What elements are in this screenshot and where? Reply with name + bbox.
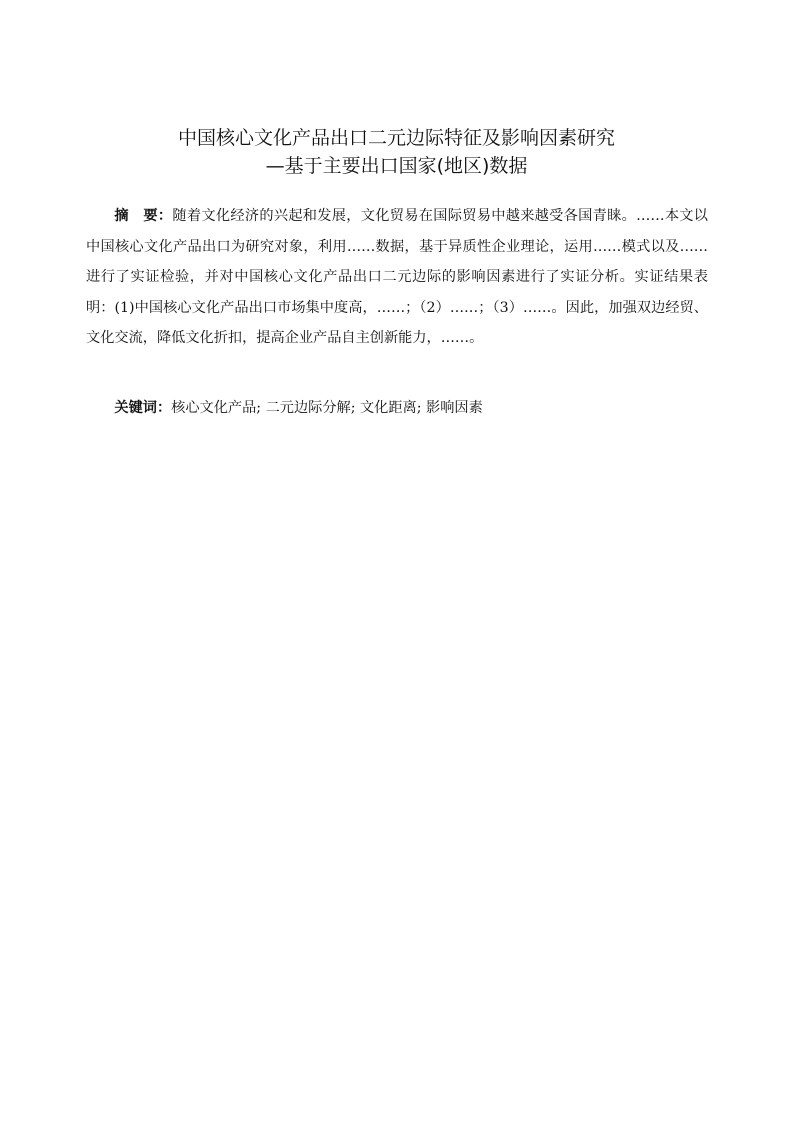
paper-title-main: 中国核心文化产品出口二元边际特征及影响因素研究 (177, 127, 615, 149)
keywords-text: 核心文化产品; 二元边际分解; 文化距离; 影响因素 (171, 400, 483, 416)
paper-title-subtitle: —基于主要出口国家(地区)数据 (265, 155, 528, 177)
abstract-text: 随着文化经济的兴起和发展，文化贸易在国际贸易中越来越受各国青睐。……本文以中国核心文化产品出口为研究对象，利用……数据，基于异质性企业理论，运用……模式以及……进行了实证检验，并对中国核心文化产品出口二元边际的影响因素进行了实证分析。实证结果表明：(1)中国核心文化产品出口市场集中度高，……；（2）……；（3）……。因此，加强双边经贸、文化交流，降低文化折扣，提高企业产品自主创新能力，……。 (86, 208, 708, 346)
abstract-label: 摘 要： (114, 208, 173, 224)
keywords-line (86, 393, 708, 423)
paper-title (80, 124, 713, 180)
keywords-label: 关键词： (114, 400, 172, 416)
abstract-paragraph (86, 201, 708, 354)
